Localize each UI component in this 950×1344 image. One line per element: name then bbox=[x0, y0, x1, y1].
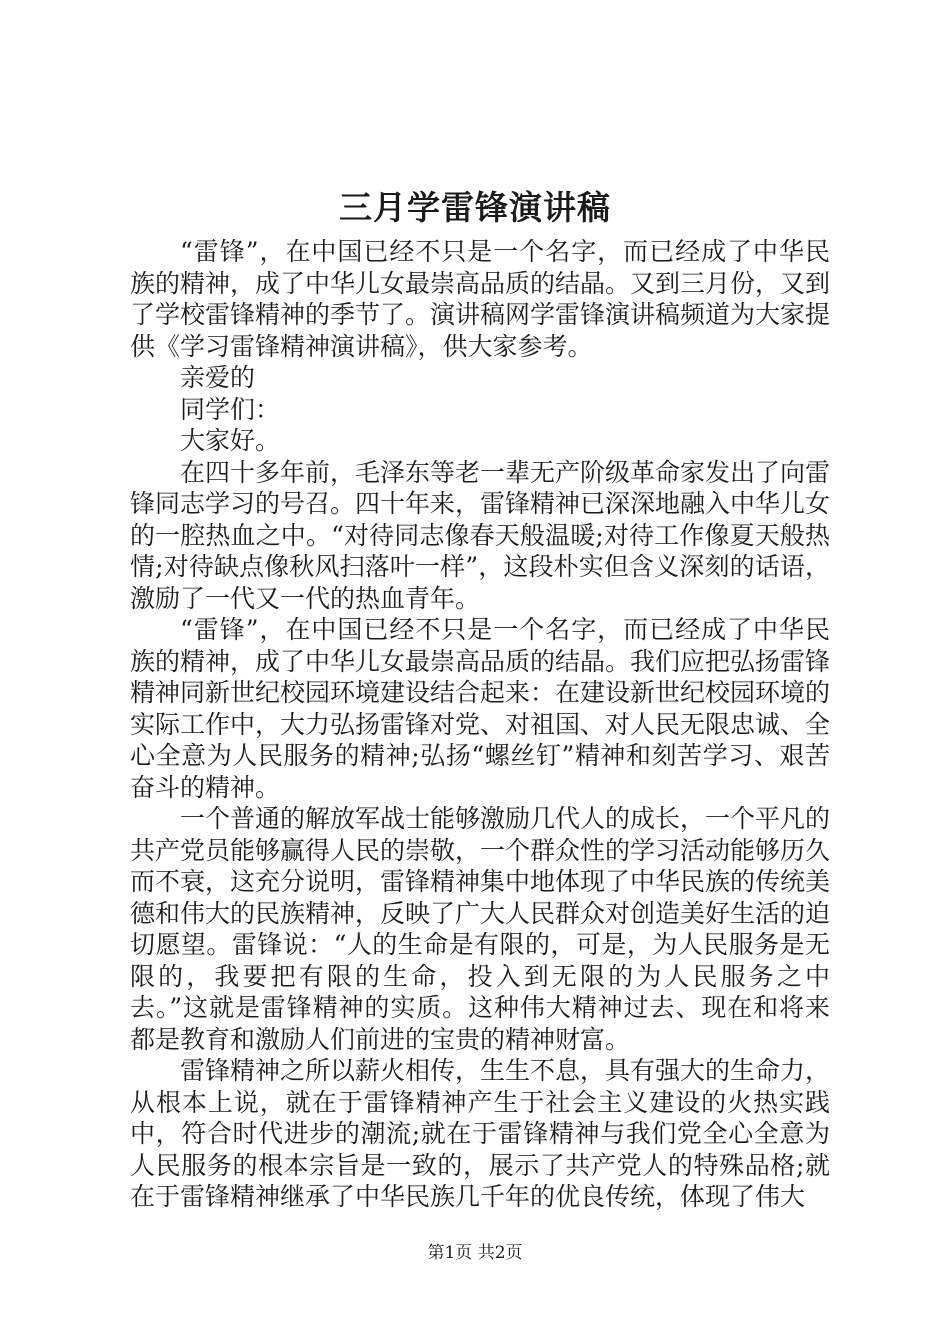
paragraph-greeting: 大家好。 bbox=[180, 426, 281, 455]
paragraph-campus: “雷锋”，在中国已经不只是一个名字，而已经成了中华民族的精神，成了中华儿女最崇高品质的结晶。我们应把弘扬雷锋精神同新世纪校园环境建设结合起来：在建设新世纪校园环境的实际工作中，大力弘扬雷锋对党、对祖国、对人民无限忠诚、全心全意为人民服务的精神;弘扬“螺丝钉”精神和刻苦学习、艰苦奋斗的精神。 bbox=[130, 615, 831, 802]
document-title: 三月学雷锋演讲稿 bbox=[339, 188, 611, 227]
paragraph-salutation-1: 亲爱的 bbox=[180, 363, 256, 392]
paragraph-history: 在四十多年前，毛泽东等老一辈无产阶级革命家发出了向雷锋同志学习的号召。四十年来，雷锋精神已深深地融入中华儿女的一腔热血之中。“对待同志像春天般温暖;对待工作像夏天般热情;对待缺点像秋风扫落叶一样”，这段朴实但含义深刻的话语，激励了一代又一代的热血青年。 bbox=[130, 457, 831, 613]
paragraph-vitality: 雷锋精神之所以薪火相传，生生不息，具有强大的生命力，从根本上说，就在于雷锋精神产生于社会主义建设的火热实践中，符合时代进步的潮流;就在于雷锋精神与我们党全心全意为人民服务的根本宗旨是一致的，展示了共产党人的特殊品格;就在于雷锋精神继承了中华民族几千年的优良传统，体现了伟大 bbox=[130, 1056, 831, 1211]
paragraph-essence: 一个普通的解放军战士能够激励几代人的成长，一个平凡的共产党员能够赢得人民的崇敬，一个群众性的学习活动能够历久而不衰，这充分说明，雷锋精神集中地体现了中华民族的传统美德和伟大的民族精神，反映了广大人民群众对创造美好生活的迫切愿望。雷锋说：“人的生命是有限的，可是，为人民服务是无限的，我要把有限的生命，投入到无限的为人民服务之中去。”这就是雷锋精神的实质。这种伟大精神过去、现在和将来都是教育和激励人们前进的宝贵的精神财富。 bbox=[130, 804, 831, 1054]
document-body bbox=[130, 236, 830, 1213]
page-footer: 第1页 共2页 bbox=[427, 1243, 523, 1263]
paragraph-salutation-2: 同学们： bbox=[180, 394, 281, 424]
paragraph-intro: “雷锋”，在中国已经不只是一个名字，而已经成了中华民族的精神，成了中华儿女最崇高品质的结晶。又到三月份，又到了学校雷锋精神的季节了。演讲稿网学雷锋演讲稿频道为大家提供《学习雷锋精神演讲稿》，供大家参考。 bbox=[130, 237, 831, 361]
